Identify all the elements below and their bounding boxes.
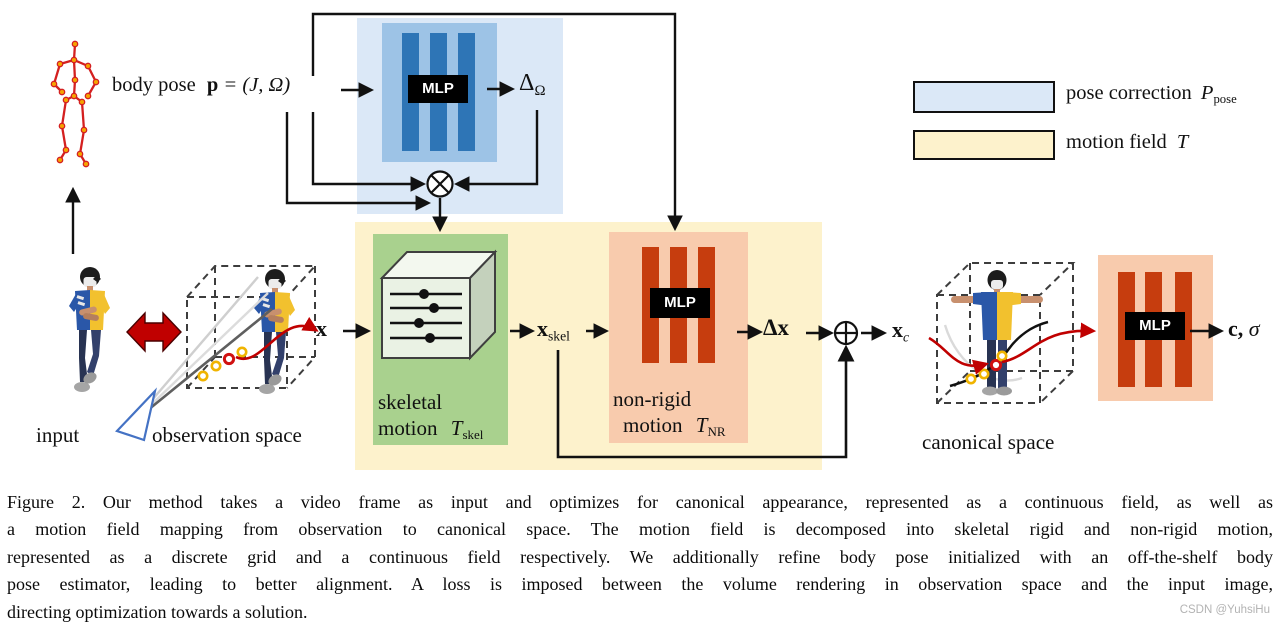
observation-person-image [254, 269, 295, 394]
legend-label-pose-correction [1066, 82, 1237, 107]
skeleton-icon [51, 41, 98, 166]
x-skel-label [537, 316, 570, 344]
x-label: x [316, 316, 327, 341]
flow-arrows [73, 89, 1221, 333]
x-skel-sub: skel [548, 328, 570, 344]
c-sigma-label [1228, 316, 1260, 342]
skeletal-motion-label [378, 389, 483, 448]
pose-to-nonrigid-line [313, 14, 675, 228]
x-c-label [892, 317, 909, 345]
x-skel-base: x [537, 316, 548, 341]
nonrigid-line1: non-rigid [613, 387, 692, 411]
x-c-base: x [892, 317, 903, 342]
skeletal-motion-word: motion [378, 416, 438, 440]
joints-to-skeletal-line [287, 112, 428, 203]
delta-omega-label [519, 70, 546, 100]
sigma-symbol: σ [1248, 316, 1260, 341]
pose-correction-text: pose correction [1066, 82, 1192, 104]
caption-line: directing optimization towards a solution. [7, 601, 308, 622]
watermark: CSDN @YuhsiHu [1179, 604, 1270, 616]
grid-cube-icon [382, 252, 495, 358]
body-pose-label [112, 74, 290, 97]
pose-mlp-label: MLP [408, 75, 468, 103]
oplus-icon [835, 322, 857, 344]
c-symbol: c, [1228, 316, 1244, 341]
delta-omega-to-otimes-line [457, 110, 537, 184]
canonical-space-label: canonical space [922, 430, 1055, 454]
delta-x-label: Δx [763, 315, 789, 340]
camera-frustum-icon [117, 391, 155, 440]
p-pose-sub: pose [1213, 92, 1237, 107]
caption-line: pose estimator, leading to better alignment. A loss is imposed between the volume rendering in observation space and the input image, [7, 574, 1273, 595]
legend-label-motion-field [1066, 131, 1188, 154]
observation-space-label: observation space [152, 423, 302, 447]
skeletal-line1: skeletal [378, 390, 443, 414]
input-label: input [36, 423, 80, 447]
appearance-mlp-label: MLP [1125, 312, 1185, 340]
nonrigid-line2 [613, 412, 726, 445]
sample-to-mlp-arrow [1002, 331, 1093, 362]
t-symbol: T [1176, 131, 1189, 153]
caption-line: a motion field mapping from observation to canonical space. The motion field is decomposed into skeletal rigid and non-rigid motion, [7, 519, 1273, 540]
correspondence-double-arrow [127, 313, 181, 351]
otimes-icon [428, 172, 453, 197]
nonrigid-motion-label [613, 386, 726, 445]
t-skel-symbol: T [450, 416, 463, 440]
p-pose-symbol: P [1200, 82, 1214, 104]
omega-to-otimes-line [313, 112, 423, 184]
delta-omega-sub: Ω [534, 82, 546, 99]
caption-line: represented as a discrete grid and a continuous field respectively. We additionally refine body pose initialized with an off-the-shelf body [7, 546, 1273, 567]
nonrigid-motion-word: motion [623, 413, 683, 437]
caption-line: Figure 2. Our method takes a video frame as input and optimizes for canonical appearance, represented as a continuous field, as well as [7, 492, 1273, 512]
t-nr-symbol: T [695, 413, 708, 437]
t-skel-sub: skel [462, 427, 484, 443]
input-person-image [69, 267, 110, 392]
x-c-sub: c [903, 329, 910, 345]
motion-field-text: motion field [1066, 131, 1167, 153]
pose-symbol: p [206, 74, 219, 96]
delta-symbol: Δ [519, 70, 535, 96]
pose-equation: = (J, Ω) [223, 74, 291, 96]
nonrigid-mlp-label: MLP [650, 288, 710, 318]
body-pose-text: body pose [112, 74, 196, 96]
skeletal-line2 [378, 415, 483, 448]
t-nr-sub: NR [707, 424, 726, 440]
